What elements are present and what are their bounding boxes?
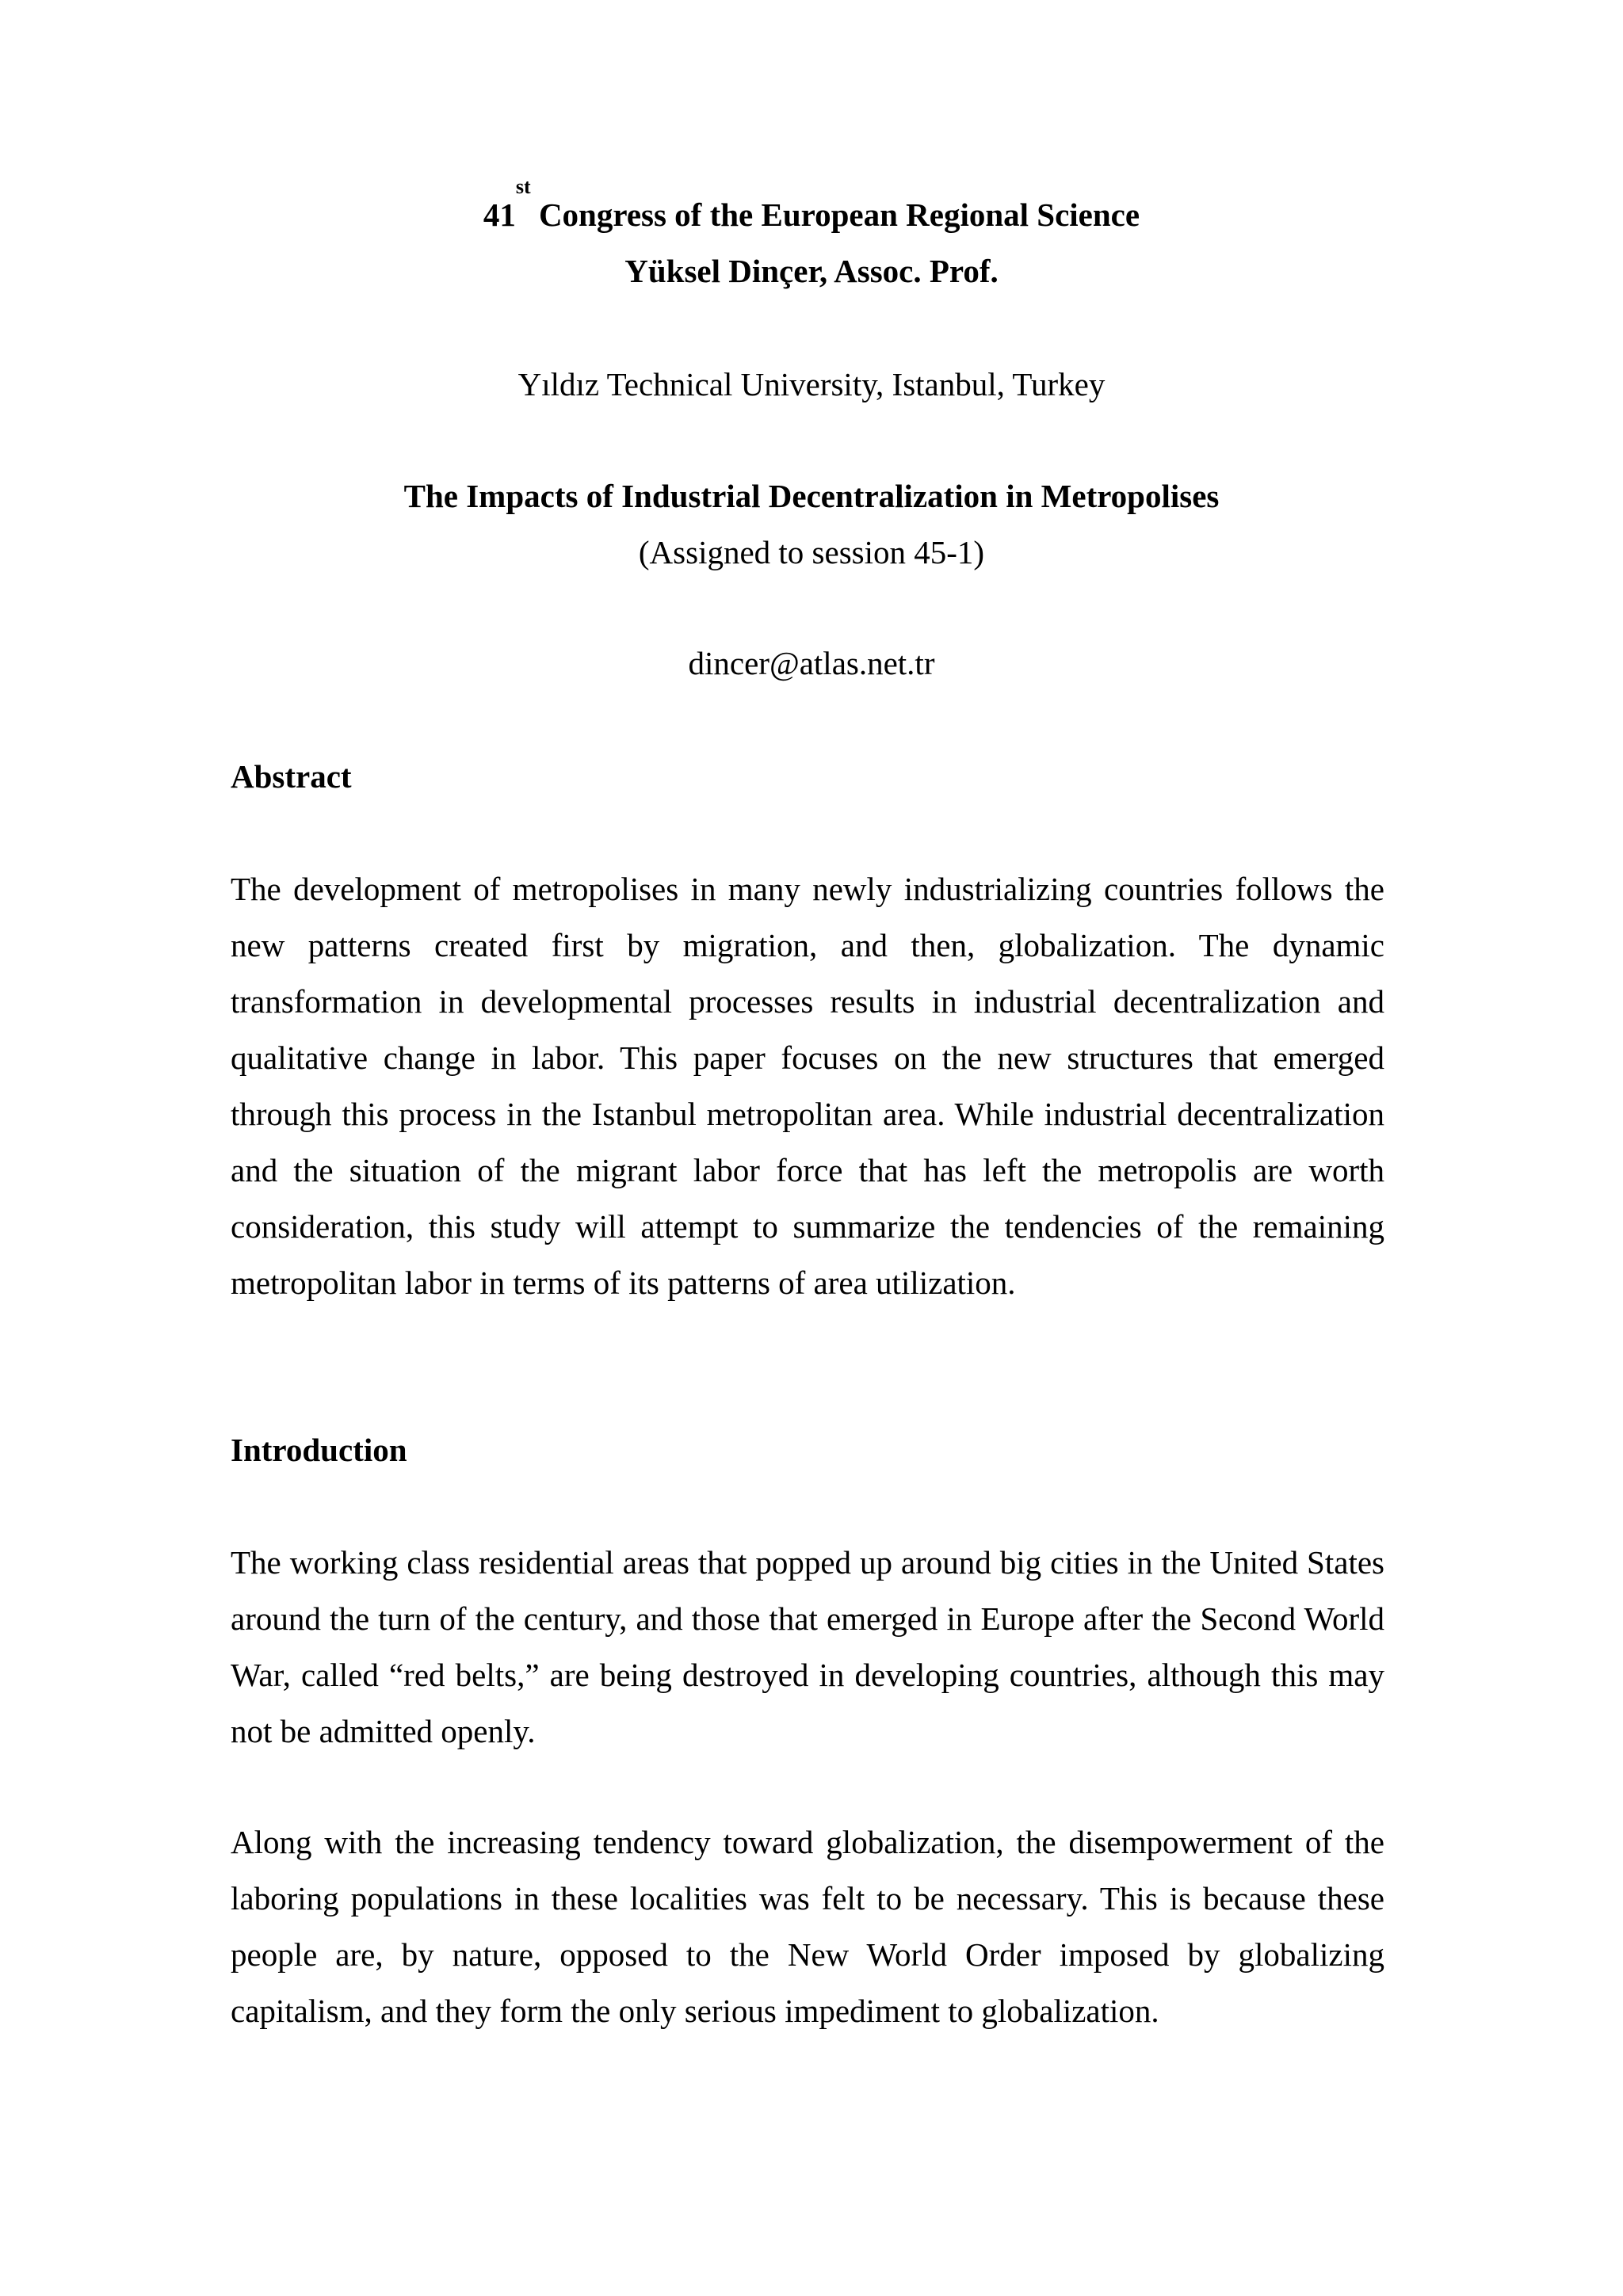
author-email: dincer@atlas.net.tr: [688, 645, 935, 681]
intro-p2-line: Along with the increasing tendency toward globalization, the disempowerment of the: [231, 1824, 1384, 1860]
author-name: Yüksel Dinçer, Assoc. Prof.: [624, 253, 999, 289]
intro-p1-line: War, called “red belts,” are being destroyed in developing countries, although this may: [231, 1657, 1384, 1693]
congress-ordinal-suffix: st: [515, 175, 531, 198]
author-affiliation: Yıldız Technical University, Istanbul, Turkey: [517, 366, 1106, 402]
congress-ordinal-number: 41: [483, 196, 516, 233]
congress-title: [0, 175, 1623, 235]
abstract-line: transformation in developmental processes results in industrial decentralization and: [231, 983, 1384, 1020]
intro-p1-line: The working class residential areas that popped up around big cities in the United States: [231, 1544, 1384, 1581]
intro-p2-line: people are, by nature, opposed to the New World Order imposed by globalizing: [231, 1936, 1384, 1973]
abstract-line: metropolitan labor in terms of its patterns of area utilization.: [231, 1264, 1016, 1301]
abstract-line: new patterns created first by migration, and then, globalization. The dynamic: [231, 927, 1384, 963]
abstract-paragraph: [231, 861, 1384, 1311]
abstract-line: qualitative change in labor. This paper focuses on the new structures that emerged: [231, 1039, 1384, 1076]
paper-title: The Impacts of Industrial Decentralization in Metropolises: [403, 478, 1220, 514]
introduction-heading: Introduction: [231, 1432, 407, 1468]
intro-p1-line: around the turn of the century, and those that emerged in Europe after the Second World: [231, 1600, 1384, 1637]
abstract-line: consideration, this study will attempt to summarize the tendencies of the remaining: [231, 1208, 1384, 1245]
introduction-paragraph-1: [231, 1535, 1384, 1760]
intro-p2-line: laboring populations in these localities was felt to be necessary. This is because these: [231, 1880, 1384, 1917]
abstract-line: The development of metropolises in many newly industrializing countries follows the: [231, 871, 1384, 907]
abstract-line: through this process in the Istanbul metropolitan area. While industrial decentralization: [231, 1096, 1384, 1132]
abstract-line: and the situation of the migrant labor force that has left the metropolis are worth: [231, 1152, 1384, 1188]
congress-title-rest: Congress of the European Regional Science: [530, 196, 1140, 233]
abstract-heading: Abstract: [231, 758, 352, 795]
intro-p2-line: capitalism, and they form the only serious impediment to globalization.: [231, 1993, 1159, 2029]
session-assignment: (Assigned to session 45-1): [638, 534, 985, 570]
intro-p1-line: not be admitted openly.: [231, 1713, 536, 1749]
introduction-paragraph-2: [231, 1814, 1384, 2039]
